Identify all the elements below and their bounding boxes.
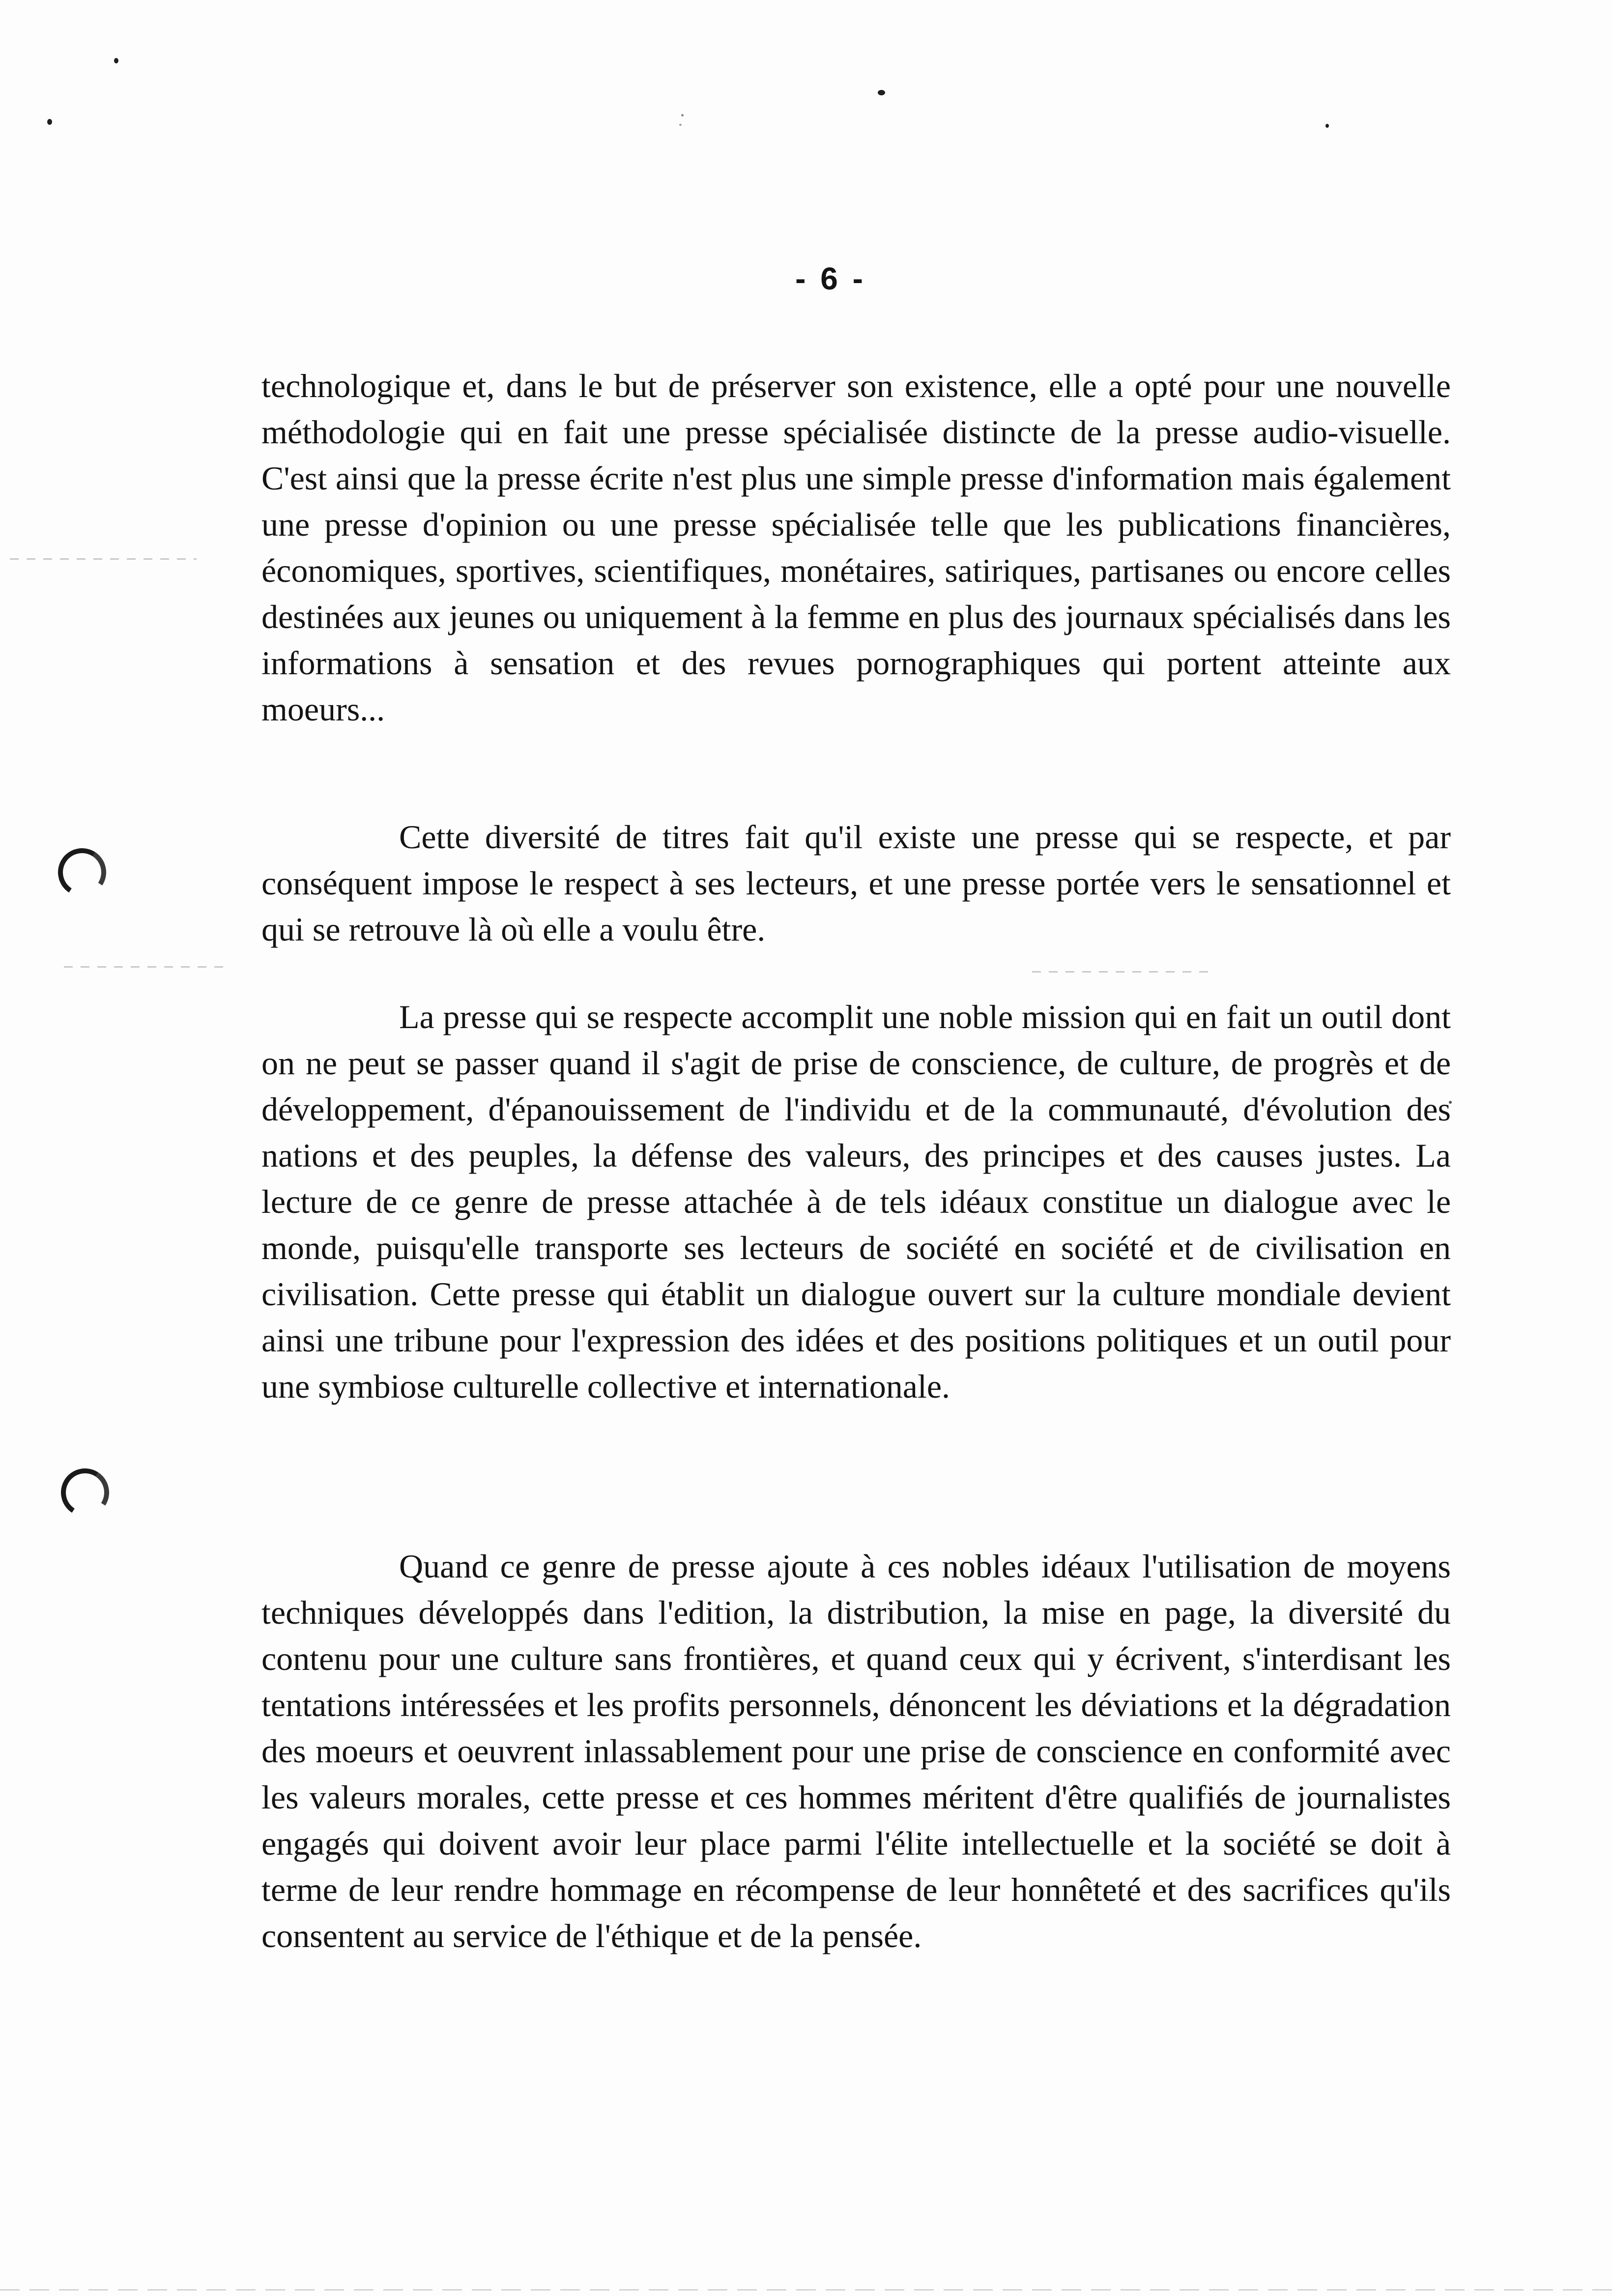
punch-hole-mark xyxy=(57,1464,114,1521)
paragraph-4: Quand ce genre de presse ajoute à ces nobles idéaux l'utilisation de moyens techniques développés dans l'edition, la distribution, la mise en page, la diversité du contenu pour une culture sans frontières, et quand ceux qui y écrivent, s'interdisant les tentations intéressées et les profits personnels, dénoncent les déviations et la dégradation des moeurs et oeuvrent inlassablement pour une prise de conscience en conformité avec les valeurs morales, cette presse et ces hommes méritent d'être qualifiés de journalistes engagés qui doivent avoir leur place parmi l'élite intellectuelle et la société se doit à terme de leur rendre hommage en récompense de leur honnêteté et des sacrifices qu'ils consentent au service de l'éthique et de la pensée. xyxy=(261,1548,1451,1954)
scan-artifact-line xyxy=(1032,971,1209,973)
paragraph-2: Cette diversité de titres fait qu'il existe une presse qui se respecte, et par conséquent impose le respect à ses lecteurs, et une presse portée vers le sensationnel et qui se retrouve là où elle a voulu être. xyxy=(261,818,1451,948)
scan-artifact-line xyxy=(0,2289,1612,2291)
scan-speck xyxy=(47,119,52,125)
punch-hole-mark xyxy=(54,844,111,901)
scan-speck xyxy=(878,90,885,95)
scan-speck xyxy=(114,58,118,63)
paragraph-1: technologique et, dans le but de préserver son existence, elle a opté pour une nouvelle méthodologie qui en fait une presse spécialisée distincte de la presse audio-visuelle. C'est ainsi que la presse écrite n'est plus une simple presse d'information mais également une presse d'opinion ou une presse spécialisée telle que les publications financières, économiques, sportives, scientifiques, monétaires, satiriques, partisanes ou encore celles destinées aux jeunes ou uniquement à la femme en plus des journaux spécialisés dans les informations à sensation et des revues pornographiques qui portent atteinte aux moeurs... xyxy=(261,367,1451,728)
page-number: - 6 - xyxy=(795,261,866,296)
scan-speck xyxy=(679,124,682,126)
paragraph-3: La presse qui se respecte accomplit une noble mission qui en fait un outil dont on ne peut se passer quand il s'agit de prise de conscience, de culture, de progrès et de développement, d'épanouissement de l'individu et de la communauté, d'évolution des nations et des peuples, la défense des valeurs, des principes et des causes justes. La lecture de ce genre de presse attachée à de tels idéaux constitue un dialogue avec le monde, puisqu'elle transporte ses lecteurs de société en société et de civilisation en civilisation. Cette presse qui établit un dialogue ouvert sur la culture mondiale devient ainsi une tribune pour l'expression des idées et des positions politiques et un outil pour une symbiose culturelle collective et internationale. xyxy=(261,998,1451,1405)
scan-speck xyxy=(681,114,684,116)
scan-speck xyxy=(1325,124,1329,128)
scan-artifact-line xyxy=(64,966,226,968)
scan-artifact-line xyxy=(10,558,197,560)
